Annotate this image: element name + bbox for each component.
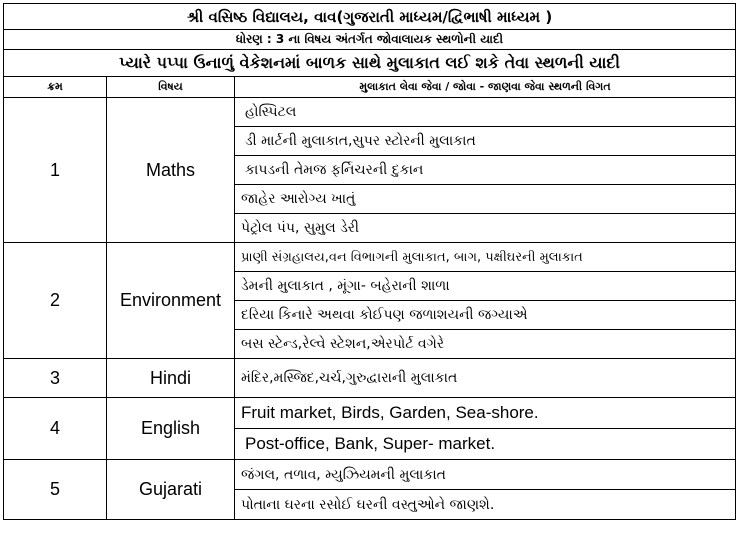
row-sr: 5 xyxy=(4,460,107,520)
place-item: બસ સ્ટેન્ડ,રેલ્વે સ્ટેશન,એરપોર્ટ વગેરે xyxy=(235,330,736,359)
place-item: પ્રાણી સંગ્રહાલય,વન વિભાગની મુલાકાત, બાગ, પક્ષીઘરની મુલાકાત xyxy=(235,243,736,272)
place-item: મંદિર,મસ્જિદ,ચર્ચ,ગુરુદ્વારાની મુલાકાત xyxy=(235,359,736,398)
row-subject: Maths xyxy=(107,98,235,243)
row-subject: English xyxy=(107,398,235,460)
row-sr: 3 xyxy=(4,359,107,398)
place-item: ડી માર્ટની મુલાકાત,સુપર સ્ટોરની મુલાકાત xyxy=(235,127,736,156)
row-subject: Gujarati xyxy=(107,460,235,520)
place-item: જંગલ, તળાવ, મ્યુઝિયમની મુલાકાત xyxy=(235,460,736,490)
table-row xyxy=(4,98,736,127)
places-table xyxy=(3,3,736,520)
place-item: જાહેર આરોગ્ય ખાતું xyxy=(235,185,736,214)
place-item: Post-office, Bank, Super- market. xyxy=(235,429,736,460)
table-row xyxy=(4,359,736,398)
school-title: શ્રી વસિષ્ઠ વિદ્યાલય, વાવ(ગુજરાતી માધ્યમ/દ્વિભાષી માધ્યમ ) xyxy=(4,4,736,30)
table-row xyxy=(4,243,736,272)
table-row xyxy=(4,398,736,429)
place-item: કાપડની તેમજ ફર્નિચરની દુકાન xyxy=(235,156,736,185)
place-item: પોતાના ઘરના રસોઈ ઘરની વસ્તુઓને જાણશે. xyxy=(235,490,736,520)
row-sr: 1 xyxy=(4,98,107,243)
table-row xyxy=(4,460,736,490)
place-item: પેટ્રોલ પંપ, સુમુલ ડેરી xyxy=(235,214,736,243)
list-title: પ્યારે પપ્પા ઉનાળું વેકેશનમાં બાળક સાથે મુલાકાત લઈ શકે તેવા સ્થળની યાદી xyxy=(4,50,736,77)
column-header-sr: ક્રમ xyxy=(4,77,107,98)
place-item: ડેમની મુલાકાત , મૂંગા- બહેરાની શાળા xyxy=(235,272,736,301)
column-header-details: મુલાકાત લેવા જેવા / જોવા - જાણવા જેવા સ્થળની વિગત xyxy=(235,77,736,98)
row-subject: Hindi xyxy=(107,359,235,398)
place-item: દરિયા કિનારે અથવા કોઈપણ જળાશયની જગ્યાએ xyxy=(235,301,736,330)
row-sr: 4 xyxy=(4,398,107,460)
grade-line: ધોરણ : 3 ના વિષય અંતર્ગત જોવાલાયક સ્થળોની યાદી xyxy=(4,30,736,50)
row-subject: Environment xyxy=(107,243,235,359)
place-item: હોસ્પિટલ xyxy=(235,98,736,127)
row-sr: 2 xyxy=(4,243,107,359)
place-item: Fruit market, Birds, Garden, Sea-shore. xyxy=(235,398,736,429)
column-header-subject: વિષય xyxy=(107,77,235,98)
